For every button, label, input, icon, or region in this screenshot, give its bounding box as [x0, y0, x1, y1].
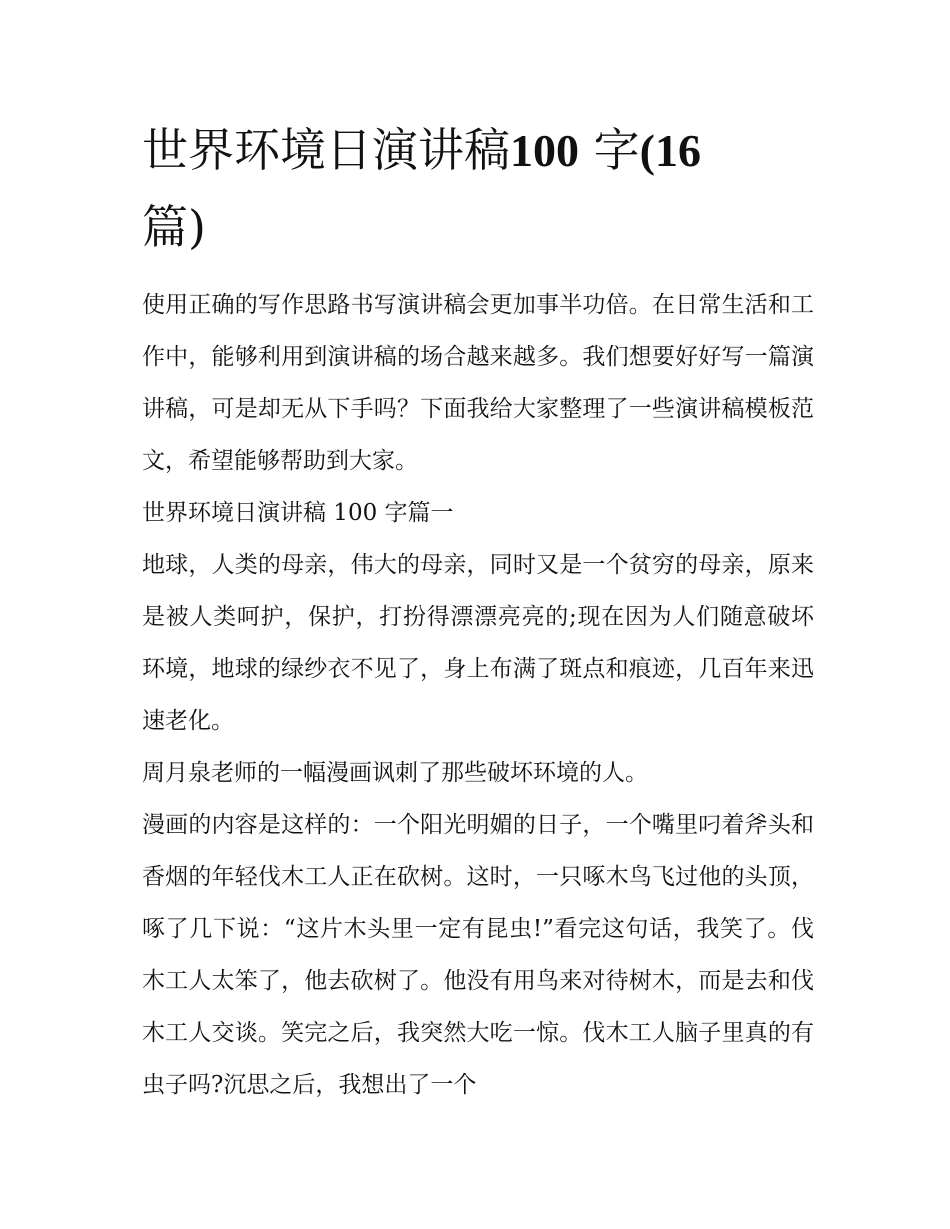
document-title [142, 112, 814, 265]
body-paragraph: 漫画的内容是这样的：一个阳光明媚的日子，一个嘴里叼着斧头和香烟的年轻伐木工人正在砍树。这时，一只啄木鸟飞过他的头顶，啄了几下说：“这片木头里一定有昆虫!”看完这句话，我笑了。伐木工人太笨了，他去砍树了。他没有用鸟来对待树木，而是去和伐木工人交谈。笑完之后，我突然大吃一惊。伐木工人脑子里真的有虫子吗?沉思之后，我想出了一个 [142, 812, 814, 1098]
section-heading: 世界环境日演讲稿 100 字篇一 [142, 500, 454, 526]
intro-paragraph: 使用正确的写作思路书写演讲稿会更加事半功倍。在日常生活和工作中，能够利用到演讲稿的场合越来越多。我们想要好好写一篇演讲稿，可是却无从下手吗？下面我给大家整理了一些演讲稿模板范文，希望能够帮助到大家。 [142, 292, 814, 474]
title-paren: (16 [639, 125, 701, 176]
title-main: 世界环境日演讲稿 [142, 123, 510, 177]
title-suffix: 字 [579, 123, 640, 177]
document-content [142, 112, 814, 1111]
body-paragraph: 地球，人类的母亲，伟大的母亲，同时又是一个贫穷的母亲，原来是被人类呵护，保护，打扮得漂漂亮亮的;现在因为人们随意破坏环境，地球的绿纱衣不见了，身上布满了斑点和痕迹，几百年来迅速老化。 [142, 552, 814, 734]
title-end: 篇) [142, 200, 206, 254]
body-paragraph: 周月泉老师的一幅漫画讽刺了那些破坏环境的人。 [142, 760, 648, 786]
title-number: 100 [510, 125, 579, 176]
